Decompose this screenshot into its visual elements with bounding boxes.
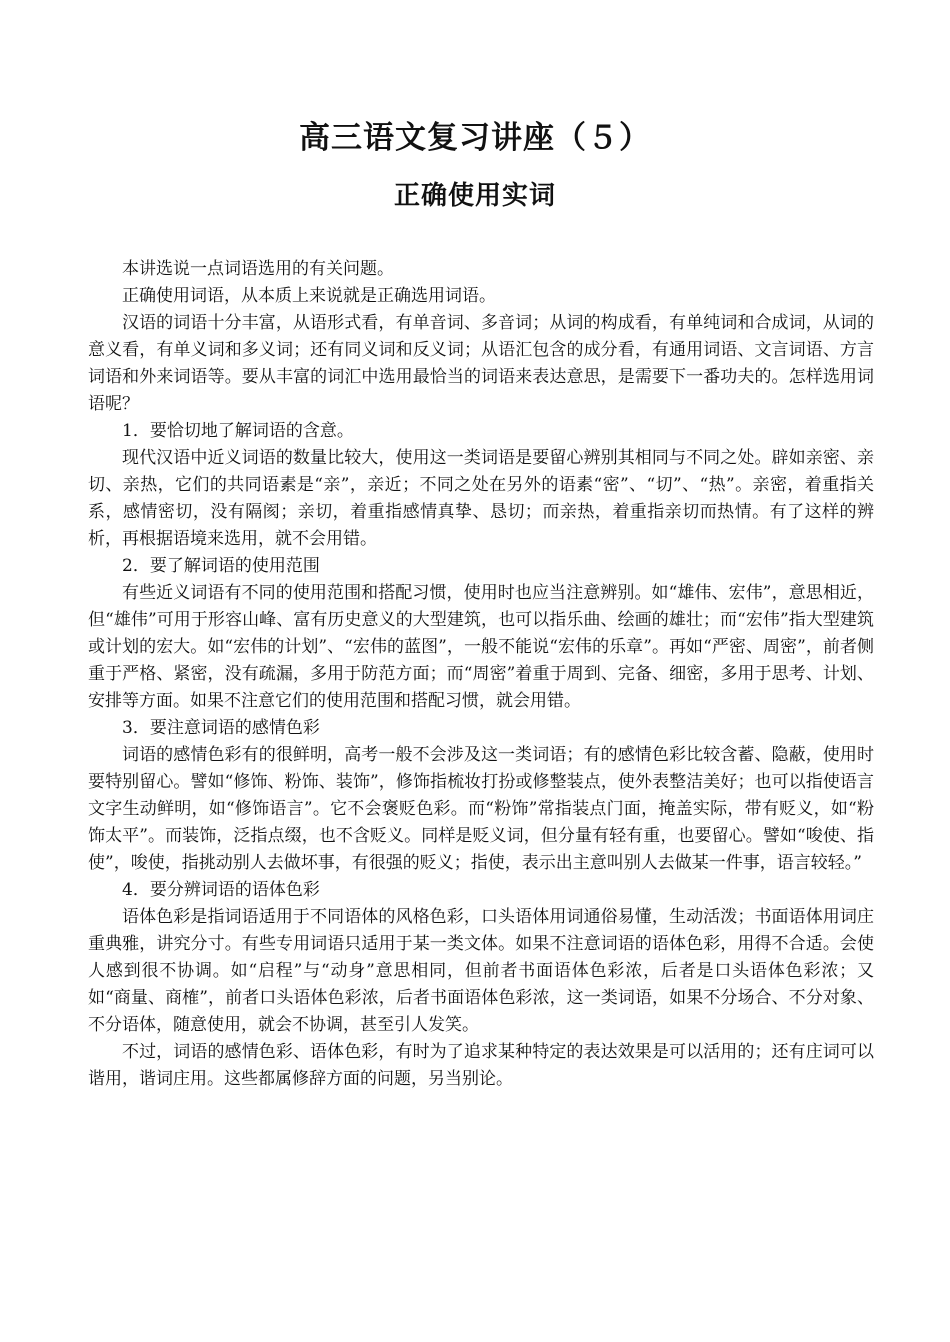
document-subtitle: 正确使用实词 xyxy=(393,181,556,211)
paragraph: 汉语的词语十分丰富，从语形式看，有单音词、多音词；从词的构成看，有单纯词和合成词，从词的意义看，有单义词和多义词；还有同义词和反义词；从语汇包含的成分看，有通用词语、文言词语、方言词语和外来词语等。要从丰富的词汇中选用最恰当的词语来表达意思，是需要下一番功夫的。怎样选用词语呢？ xyxy=(88,313,874,414)
paragraph: 不过，词语的感情色彩、语体色彩，有时为了追求某种特定的表达效果是可以活用的；还有庄词可以谐用，谐词庄用。这些都属修辞方面的问题，另当别论。 xyxy=(88,1042,874,1089)
paragraph: 词语的感情色彩有的很鲜明，高考一般不会涉及这一类词语；有的感情色彩比较含蓄、隐蔽，使用时要特别留心。譬如“修饰、粉饰、装饰”，修饰指梳妆打扮或修整装点，使外表整洁美好；也可以指使语言文字生动鲜明，如“修饰语言”。它不会褒贬色彩。而“粉饰”常指装点门面，掩盖实际，带有贬义，如“粉饰太平”。而装饰，泛指点缀，也不含贬义。同样是贬义词，但分量有轻有重，也要留心。譬如“唆使、指使”，唆使，指挑动别人去做坏事，有很强的贬义；指使，表示出主意叫别人去做某一件事，语言较轻。” xyxy=(88,745,874,873)
paragraph: 正确使用词语，从本质上来说就是正确选用词语。 xyxy=(122,286,496,306)
paragraph: 本讲选说一点词语选用的有关问题。 xyxy=(122,259,394,279)
section-heading: 1．要恰切地了解词语的含意。 xyxy=(122,421,354,441)
paragraph: 有些近义词语有不同的使用范围和搭配习惯，使用时也应当注意辨别。如“雄伟、宏伟”，意思相近，但“雄伟”可用于形容山峰、富有历史意义的大型建筑，也可以指乐曲、绘画的雄壮；而“宏伟”指大型建筑或计划的宏大。如“宏伟的计划”、“宏伟的蓝图”，一般不能说“宏伟的乐章”。再如“严密、周密”，前者侧重于严格、紧密，没有疏漏，多用于防范方面；而“周密”着重于周到、完备、细密，多用于思考、计划、安排等方面。如果不注意它们的使用范围和搭配习惯，就会用错。 xyxy=(88,583,874,711)
document-title: 高三语文复习讲座（５） xyxy=(299,120,651,156)
section-heading: 3．要注意词语的感情色彩 xyxy=(122,718,320,738)
paragraph: 现代汉语中近义词语的数量比较大，使用这一类词语是要留心辨别其相同与不同之处。辟如亲密、亲切、亲热，它们的共同语素是“亲”，亲近；不同之处在另外的语素“密”、“切”、“热”。亲密，着重指关系，感情密切，没有隔阂；亲切，着重指感情真挚、恳切；而亲热，着重指亲切而热情。有了这样的辨析，再根据语境来选用，就不会用错。 xyxy=(88,448,874,549)
paragraph: 语体色彩是指词语适用于不同语体的风格色彩，口头语体用词通俗易懂，生动活泼；书面语体用词庄重典雅，讲究分寸。有些专用词语只适用于某一类文体。如果不注意词语的语体色彩，用得不合适。会使人感到很不协调。如“启程”与“动身”意思相同，但前者书面语体色彩浓，后者是口头语体色彩浓；又如“商量、商榷”，前者口头语体色彩浓，后者书面语体色彩浓，这一类词语，如果不分场合、不分对象、不分语体，随意使用，就会不协调，甚至引人发笑。 xyxy=(88,907,874,1035)
section-heading: 2．要了解词语的使用范围 xyxy=(122,556,320,576)
section-heading: 4．要分辨词语的语体色彩 xyxy=(122,880,320,900)
document-body xyxy=(88,256,874,1093)
